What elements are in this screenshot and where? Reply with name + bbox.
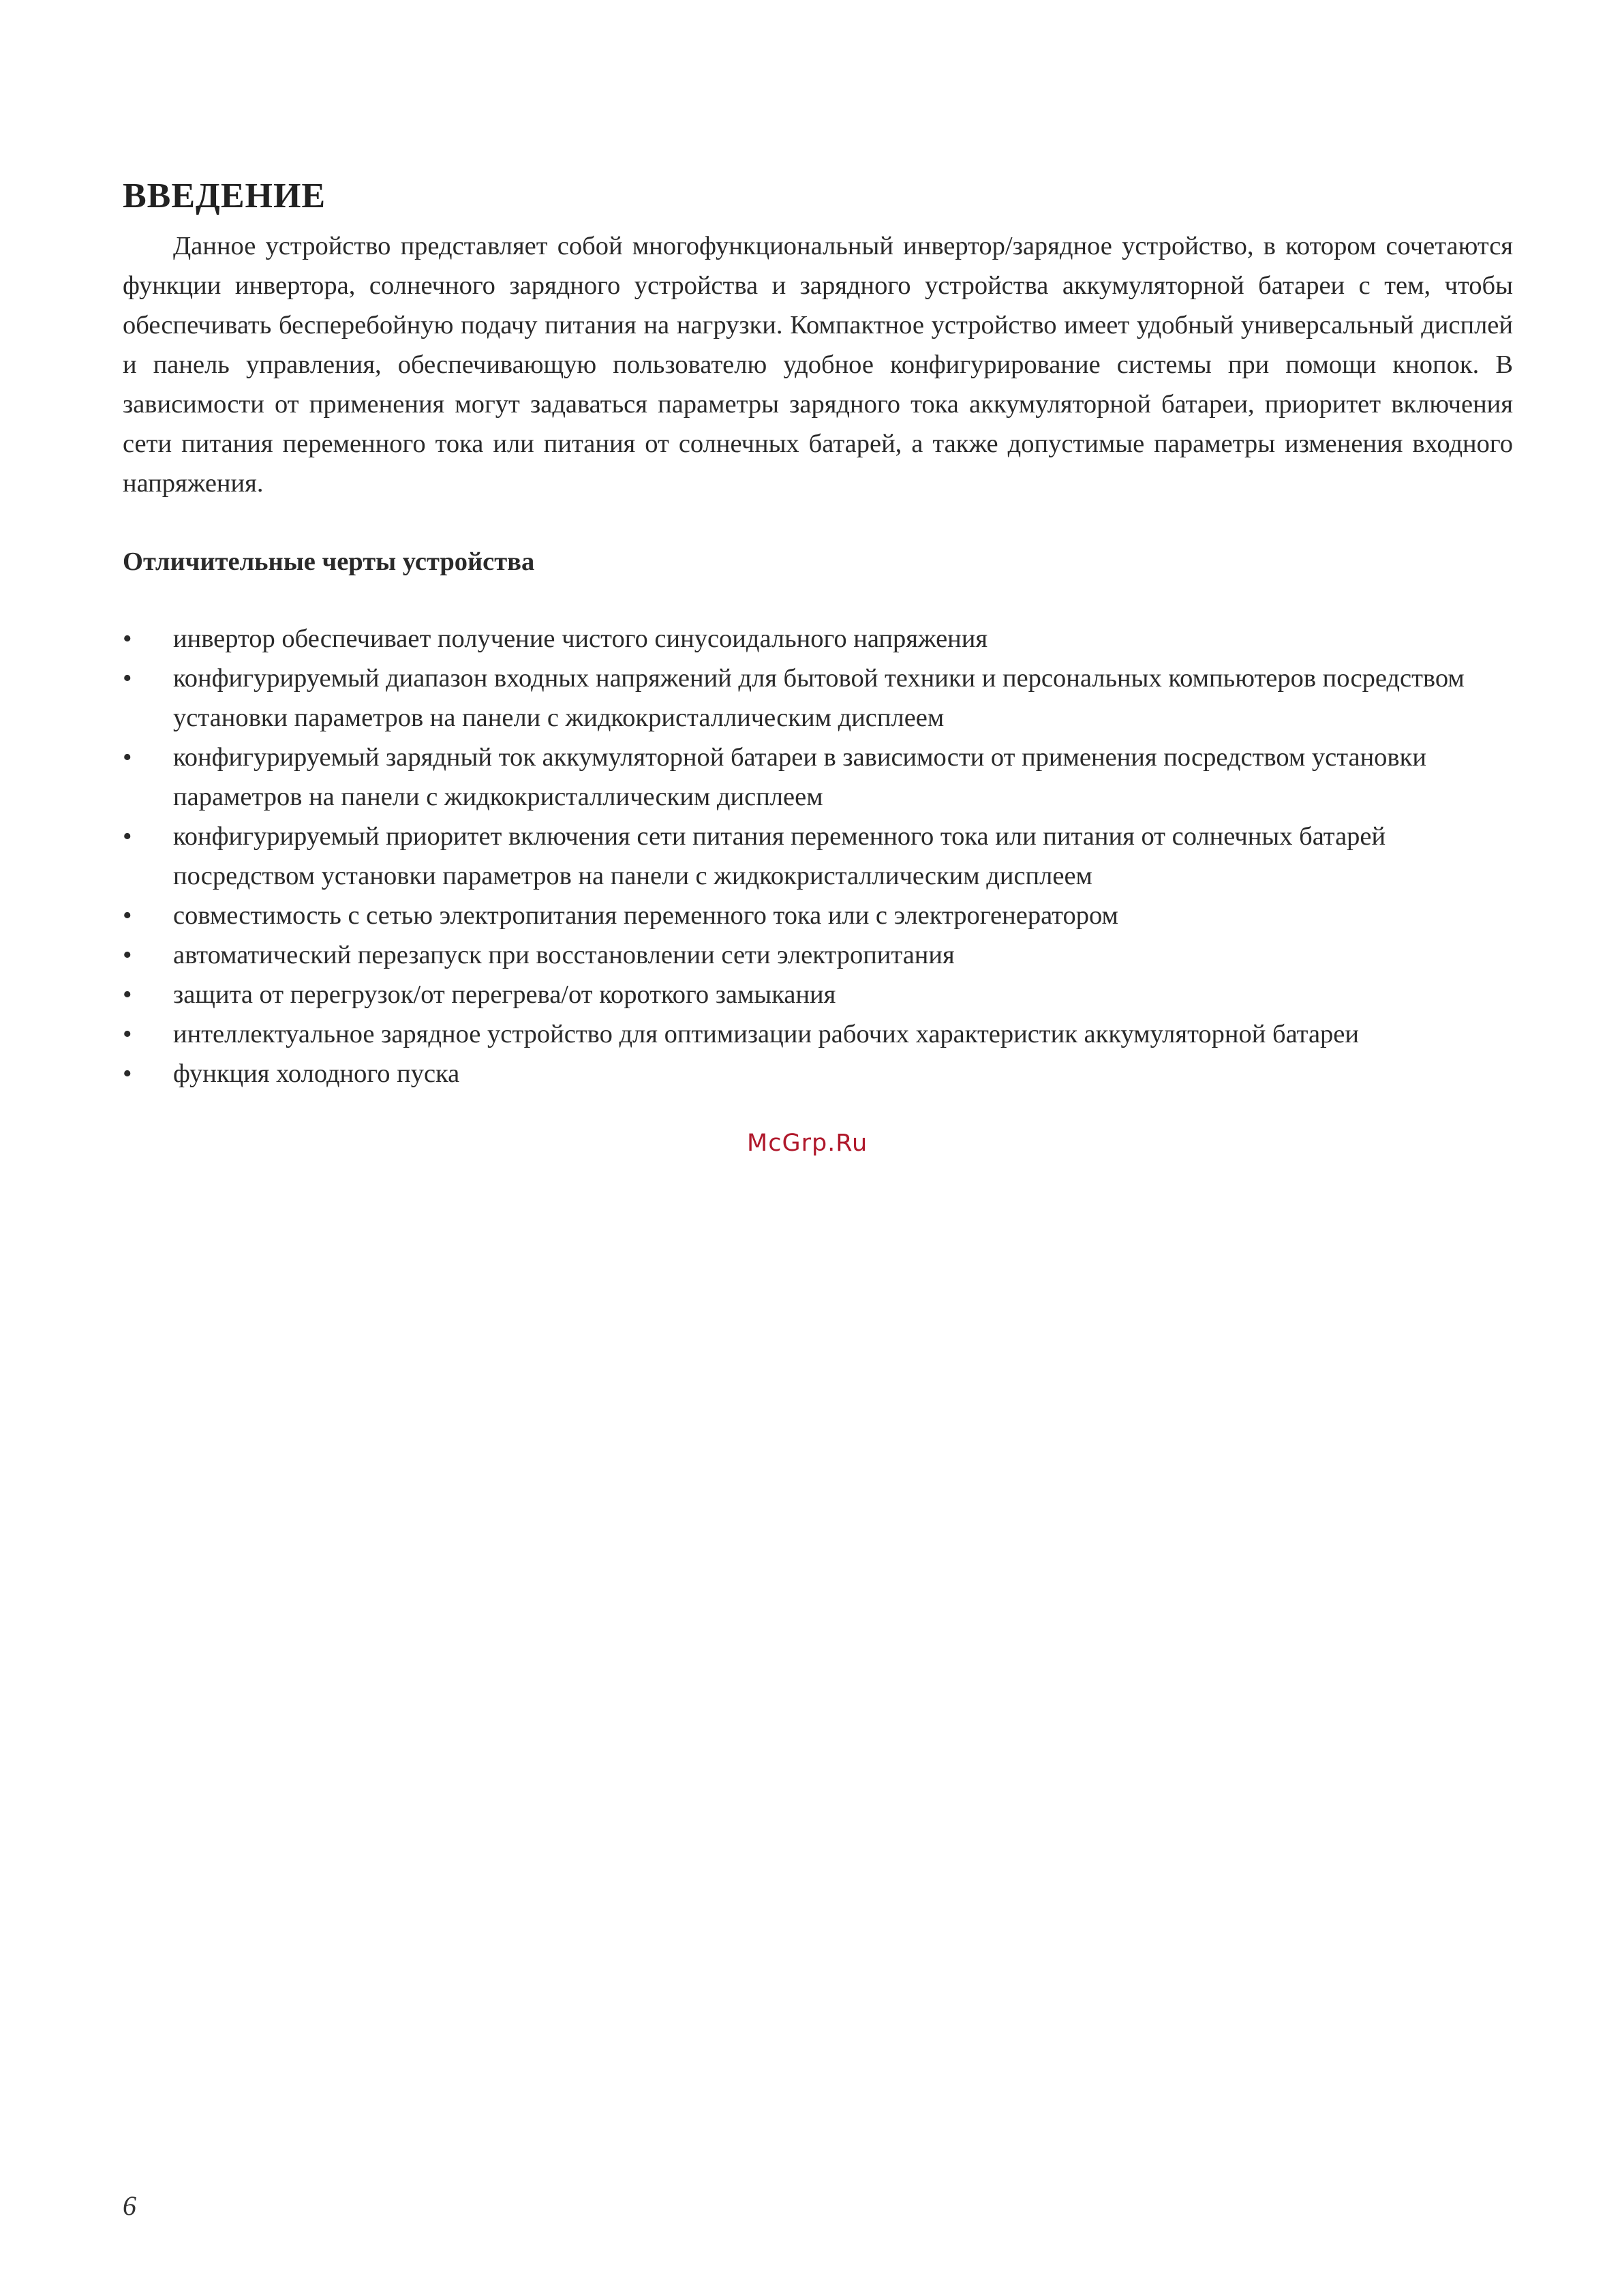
bullet-icon: • [123, 980, 132, 1009]
feature-item [123, 619, 1513, 659]
feature-text: конфигурируемый диапазон входных напряжений для бытовой техники и персональных компьютеров посредством установки параметров на панели с жидкокристаллическим дисплеем [173, 664, 1465, 732]
bullet-icon: • [123, 1059, 132, 1088]
feature-item [123, 896, 1513, 935]
features-heading: Отличительные черты устройства [123, 547, 535, 576]
bullet-icon: • [123, 664, 132, 693]
bullet-icon: • [123, 941, 132, 969]
feature-text: конфигурируемый приоритет включения сети питания переменного тока или питания от солнечных батарей посредством установки параметров на панели с жидкокристаллическим дисплеем [173, 822, 1386, 890]
features-list [123, 619, 1513, 1093]
feature-text: функция холодного пуска [173, 1059, 460, 1088]
bullet-icon: • [123, 901, 132, 930]
feature-item [123, 817, 1513, 896]
feature-item [123, 975, 1513, 1014]
bullet-icon: • [123, 822, 132, 851]
watermark-link[interactable]: McGrp.Ru [747, 1130, 868, 1157]
feature-item [123, 935, 1513, 975]
feature-text: инвертор обеспечивает получение чистого синусоидального напряжения [173, 624, 988, 653]
feature-text: защита от перегрузок/от перегрева/от короткого замыкания [173, 980, 836, 1009]
page-number: 6 [123, 2190, 136, 2221]
section-heading: ВВЕДЕНИЕ [123, 177, 326, 215]
feature-item [123, 1014, 1513, 1054]
feature-text: конфигурируемый зарядный ток аккумуляторной батареи в зависимости от применения посредством установки параметров на панели с жидкокристаллическим дисплеем [173, 743, 1426, 811]
feature-text: интеллектуальное зарядное устройство для оптимизации рабочих характеристик аккумуляторной батареи [173, 1020, 1360, 1048]
intro-paragraph: Данное устройство представляет собой многофункциональный инвертор/зарядное устройство, в котором сочетаются функции инвертора, солнечного зарядного устройства и зарядного устройства аккумуляторной батареи с тем, чтобы обеспечивать бесперебойную подачу питания на нагрузки. Компактное устройство имеет удобный универсальный дисплей и панель управления, обеспечивающую пользователю удобное конфигурирование системы при помощи кнопок. В зависимости от применения могут задаваться параметры зарядного тока аккумуляторной батареи, приоритет включения сети питания переменного тока или питания от солнечных батарей, а также допустимые параметры изменения входного напряжения. [123, 232, 1513, 498]
feature-item [123, 1054, 1513, 1093]
feature-item [123, 738, 1513, 817]
bullet-icon: • [123, 1020, 132, 1048]
bullet-icon: • [123, 624, 132, 653]
feature-item [123, 659, 1513, 738]
bullet-icon: • [123, 743, 132, 772]
feature-text: автоматический перезапуск при восстановлении сети электропитания [173, 941, 955, 969]
feature-text: совместимость с сетью электропитания переменного тока или с электрогенератором [173, 901, 1118, 930]
